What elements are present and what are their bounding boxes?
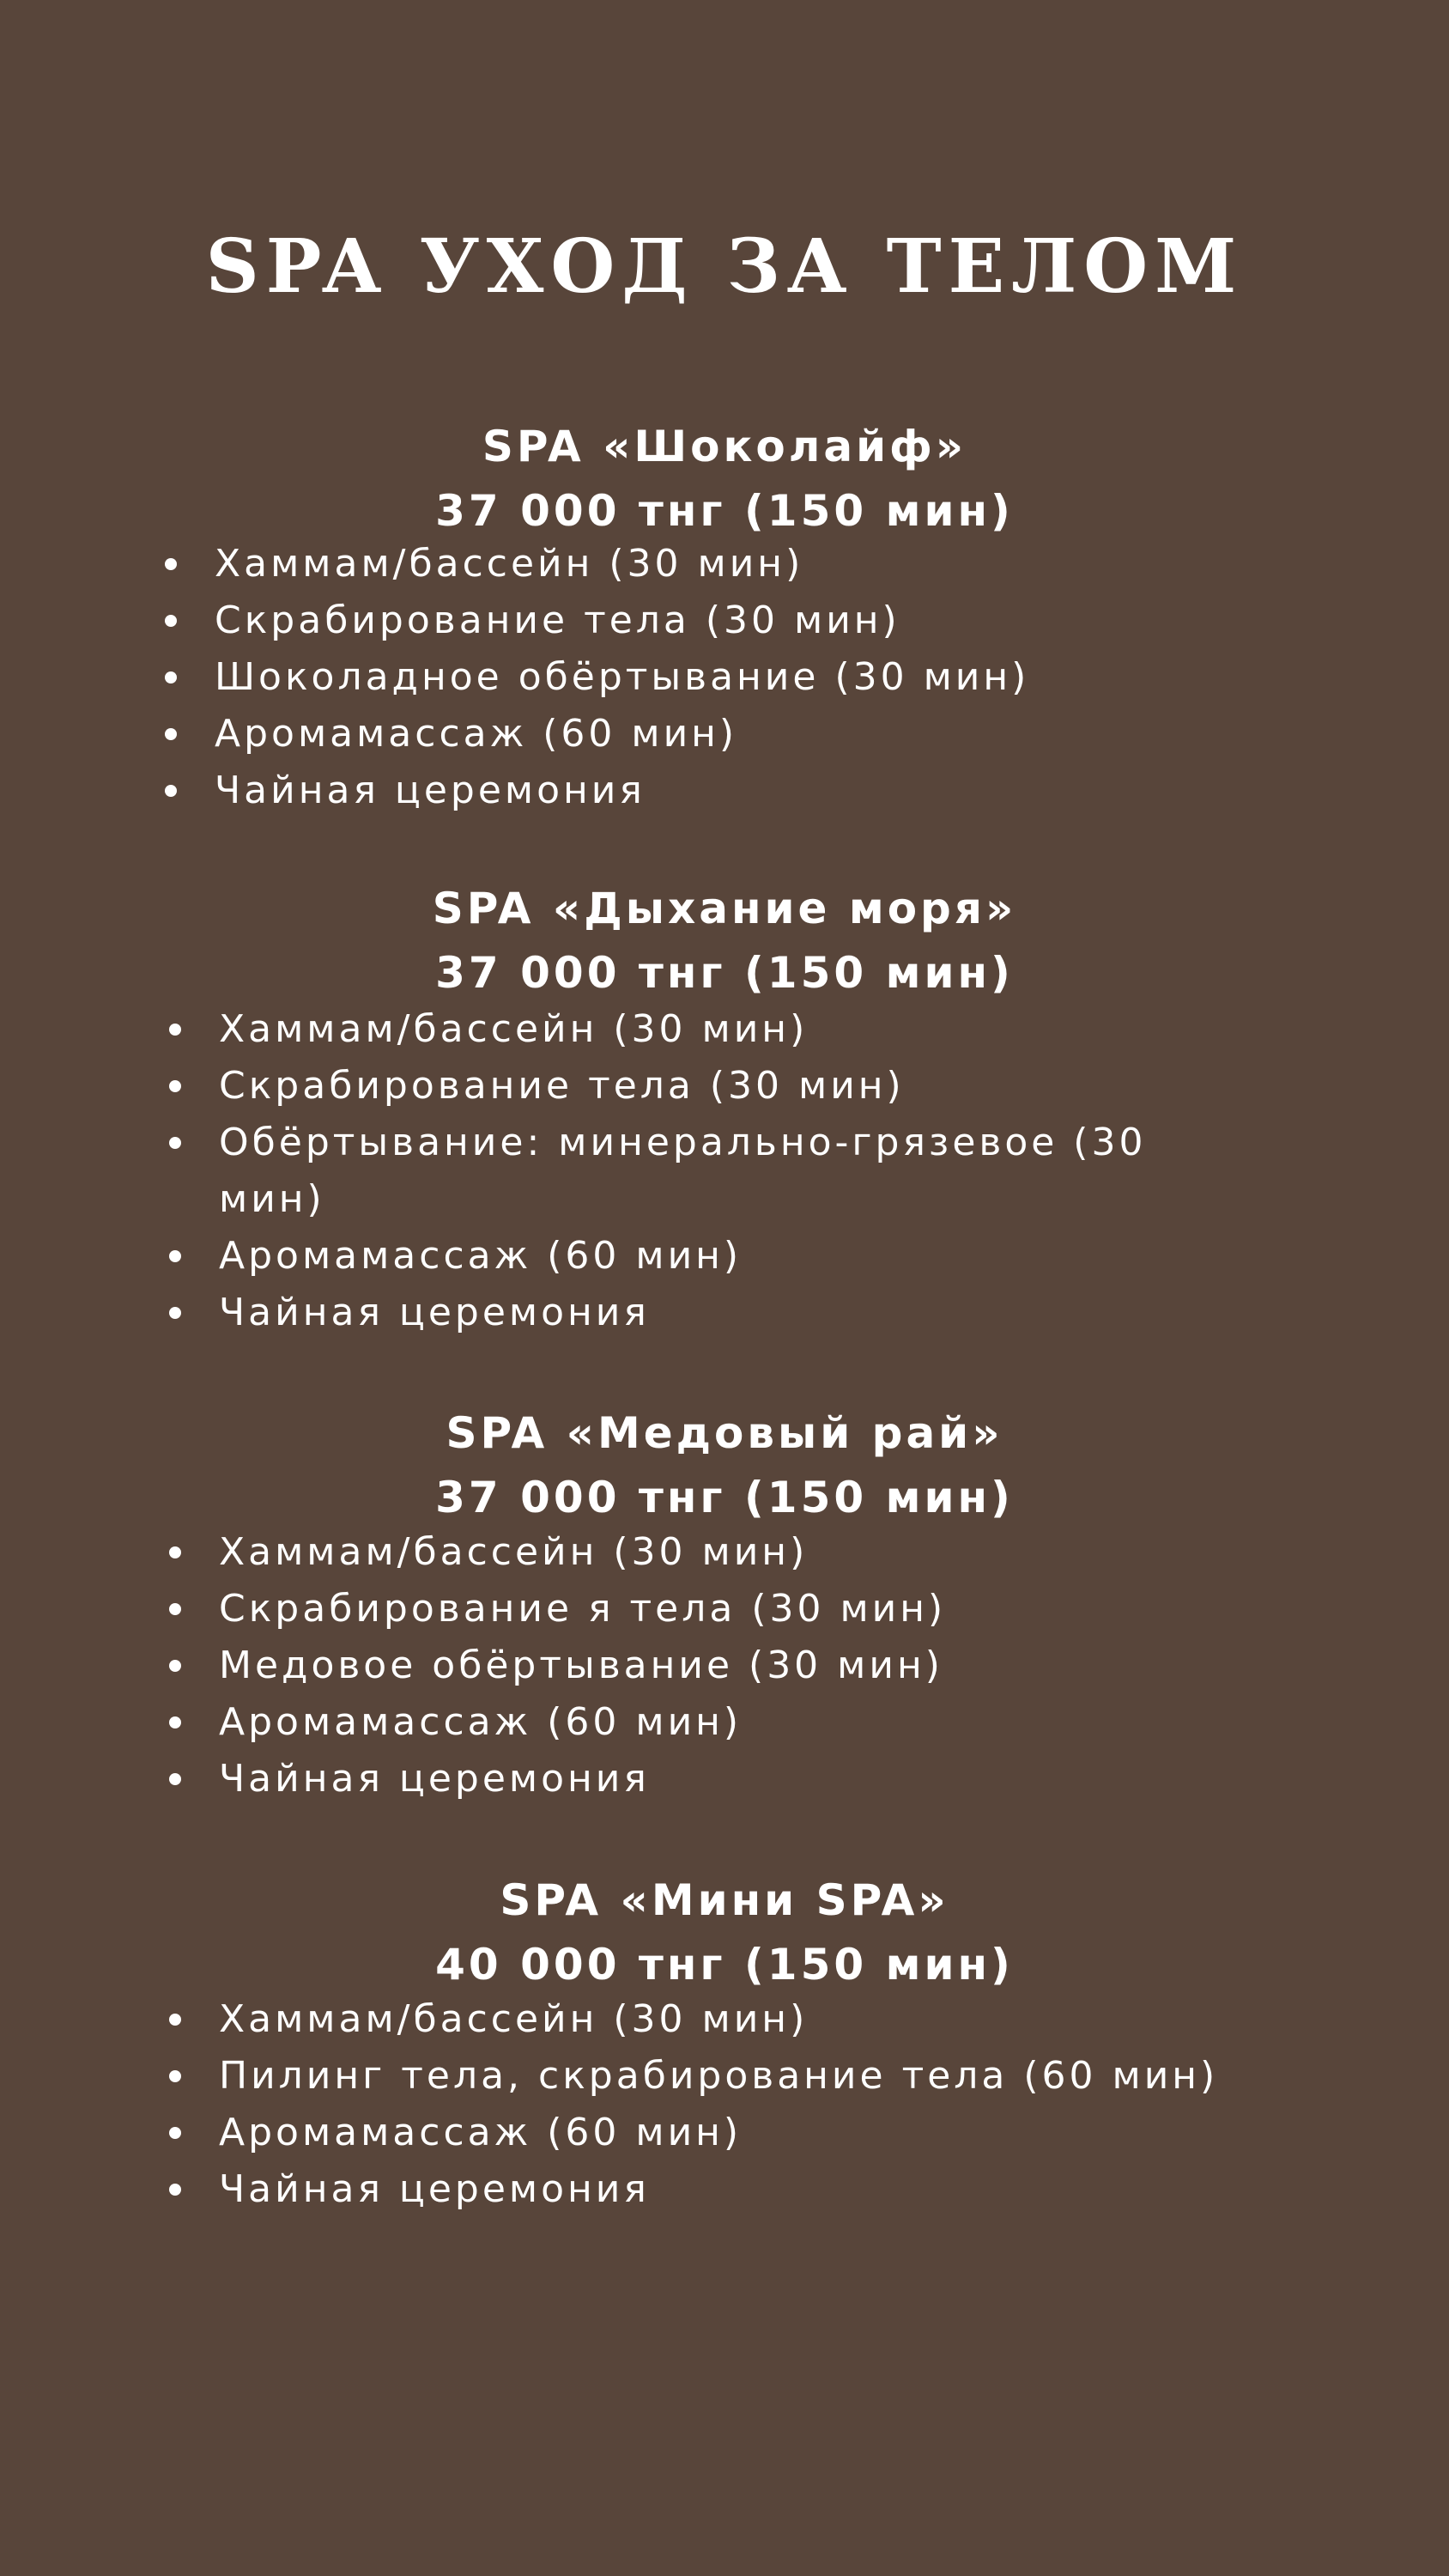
package-items-list — [219, 1524, 1449, 1807]
list-item: Скрабирование я тела (30 мин) — [219, 1581, 1449, 1637]
package-name: SPA «Дыхание моря» — [432, 884, 1017, 933]
list-item: Обёртывание: минерально-грязевое (30 мин) — [219, 1115, 1449, 1228]
bullet-icon — [169, 2014, 181, 2026]
bullet-icon — [165, 615, 177, 627]
list-item: Хаммам/бассейн (30 мин) — [219, 1001, 1449, 1058]
package-name: SPA «Медовый рай» — [446, 1408, 1003, 1458]
package-name: SPA «Мини SPA» — [500, 1875, 949, 1925]
list-item: Аромамассаж (60 мин) — [219, 2105, 1449, 2161]
bullet-icon — [169, 1137, 181, 1149]
package-price: 37 000 тнг (150 мин) — [435, 948, 1014, 998]
bullet-icon — [169, 2127, 181, 2139]
bullet-icon — [165, 728, 177, 740]
list-item: Аромамассаж (60 мин) — [219, 1228, 1449, 1285]
bullet-icon — [169, 2184, 181, 2196]
bullet-icon — [169, 1773, 181, 1785]
list-item: Хаммам/бассейн (30 мин) — [215, 536, 1449, 592]
bullet-icon — [165, 671, 177, 683]
bullet-icon — [169, 1024, 181, 1036]
package-name: SPA «Шоколайф» — [482, 422, 967, 471]
package-price: 37 000 тнг (150 мин) — [435, 1473, 1014, 1522]
bullet-icon — [169, 1250, 181, 1262]
list-item: Аромамассаж (60 мин) — [215, 706, 1449, 762]
list-item: Чайная церемония — [219, 1751, 1449, 1807]
bullet-icon — [169, 1603, 181, 1615]
list-item: Пилинг тела, скрабирование тела (60 мин) — [219, 2048, 1449, 2105]
bullet-icon — [169, 1080, 181, 1092]
spa-package-mini-spa — [0, 1868, 1449, 2218]
spa-package-medovyi-rai — [0, 1401, 1449, 1807]
list-item: Чайная церемония — [215, 762, 1449, 819]
bullet-icon — [165, 785, 177, 797]
bullet-icon — [165, 558, 177, 570]
spa-package-dyhanie-morya — [0, 877, 1449, 1341]
list-item: Скрабирование тела (30 мин) — [215, 592, 1449, 649]
list-item: Аромамассаж (60 мин) — [219, 1694, 1449, 1751]
bullet-icon — [169, 1307, 181, 1319]
bullet-icon — [169, 1716, 181, 1728]
bullet-icon — [169, 1546, 181, 1558]
list-item: Медовое обёртывание (30 мин) — [219, 1637, 1449, 1694]
list-item: Чайная церемония — [219, 1285, 1449, 1341]
list-item: Хаммам/бассейн (30 мин) — [219, 1991, 1449, 2048]
package-items-list — [219, 1001, 1449, 1341]
bullet-icon — [169, 2070, 181, 2082]
list-item: Скрабирование тела (30 мин) — [219, 1058, 1449, 1115]
package-price: 37 000 тнг (150 мин) — [435, 486, 1014, 536]
list-item: Чайная церемония — [219, 2161, 1449, 2218]
page-title: SPA УХОД ЗА ТЕЛОМ — [205, 223, 1244, 310]
bullet-icon — [169, 1660, 181, 1672]
list-item: Хаммам/бассейн (30 мин) — [219, 1524, 1449, 1581]
list-item: Шоколадное обёртывание (30 мин) — [215, 649, 1449, 706]
package-items-list — [215, 536, 1449, 819]
package-price: 40 000 тнг (150 мин) — [435, 1940, 1014, 1990]
package-items-list — [219, 1991, 1449, 2218]
spa-package-shokolaif — [0, 415, 1449, 819]
